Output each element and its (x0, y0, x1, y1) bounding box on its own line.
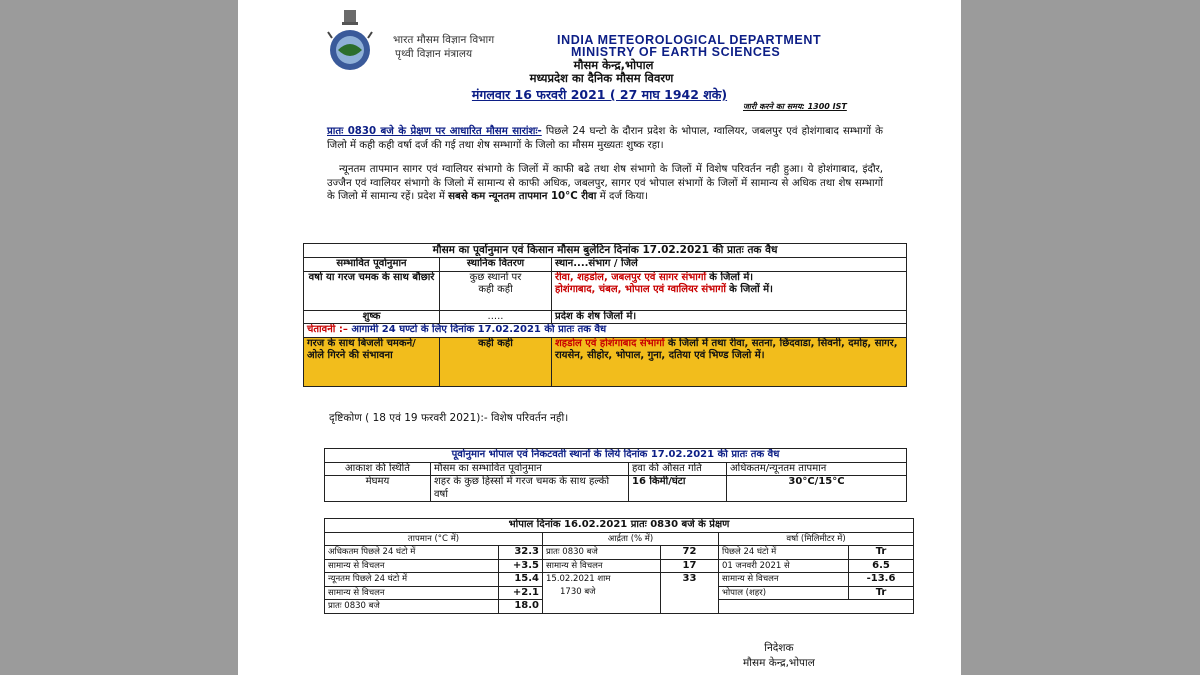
obs-value: Tr (849, 586, 914, 600)
obs-value: 6.5 (849, 559, 914, 573)
forecast-header-distribution: स्थानिक वितरण (440, 258, 552, 272)
obs-value: 15.4 (499, 573, 543, 587)
bulletin-page (238, 0, 961, 675)
warning-divisions: शहडोल एवं होशंगाबाद संभागों (555, 337, 665, 349)
obs-label: 01 जनवरी 2021 से (719, 559, 849, 573)
obs-value: -13.6 (849, 573, 914, 587)
max-min-temp-value: 30°C/15°C (727, 476, 907, 502)
rain-divisions-1: रीवा, शहडोल, जबलपुर एवं सागर संभागों (555, 271, 707, 283)
obs-value: 17 (661, 559, 719, 573)
obs-label: सामान्य से विचलन (543, 559, 661, 573)
summary-text-2-end: में दर्ज किया। (599, 191, 649, 203)
obs-value: +2.1 (499, 586, 543, 600)
bulletin-title: मध्यप्रदेश का दैनिक मौसम विवरण (529, 71, 674, 85)
summary-text-2: न्यूनतम तापमान सागर एवं ग्वालियर संभागो के जिलों में काफी बढे तथा शेष संभागो के जिलों में विशेष परिवर्तन नही हुआ। ये होशंगाबाद, इंदौर, उज्जैन एवं ग्वालियर संभागो के जिलो में सामान्य से काफी अधिक, जबलपुर, सागर एवं भोपाल संभागों के जिलों में सामान्य से अधिक तथा शेष सम्भागों के जिलो में सामान्य रहें। प्रदेश में (327, 164, 883, 203)
warning-text: आगामी 24 घण्टो के लिए दिनांक 17.02.2021 की प्रातः तक वैध (351, 324, 607, 335)
bulletin-date: मंगलवार 16 फरवरी 2021 ( 27 माघ 1942 शके) (471, 87, 728, 102)
summary-paragraph-2 (327, 163, 883, 204)
forecast-rain-distribution (440, 271, 552, 310)
warning-row (304, 324, 907, 338)
forecast-header-forecast: सम्भावित पूर्वानुमान (304, 258, 440, 272)
header-sky-condition: आकाश की स्थिति (325, 462, 431, 476)
hindi-department-name (393, 33, 494, 61)
header-wind-speed: हवा की औसत गति (629, 462, 727, 476)
obs-label: सामान्य से विचलन (325, 559, 499, 573)
header-temperature: तापमान (°C में) (325, 532, 543, 546)
distribution-few-places: कुछ स्थानों पर (469, 271, 522, 283)
obs-label: अधिकतम पिछले 24 घंटो में (325, 546, 499, 560)
rain-divisions-1-end: के जिलों में। (709, 271, 754, 283)
warning-phenomenon: गरज के साथ बिजली चमकने/ ओले गिरने की संभावना (304, 337, 440, 386)
obs-label: सामान्य से विचलन (325, 586, 499, 600)
summary-paragraph-1 (327, 125, 883, 152)
obs-label: सामान्य से विचलन (719, 573, 849, 587)
obs-value: 32.3 (499, 546, 543, 560)
forecast-table (303, 243, 907, 387)
obs-value: 33 (661, 573, 719, 614)
distribution-isolated: कही कही (478, 284, 513, 295)
obs-label: भोपाल (शहर) (719, 586, 849, 600)
observations-title: भोपाल दिनांक 16.02.2021 प्रातः 0830 बजे के प्रेक्षण (325, 519, 914, 533)
forecast-dry-locations: प्रदेश के शेष जिलों में। (552, 310, 907, 324)
observations-table (324, 518, 914, 614)
warning-distribution: कही कही (440, 337, 552, 386)
sky-condition-value: मेघमय (325, 476, 431, 502)
obs-value: 18.0 (499, 600, 543, 614)
forecast-dry: शुष्क (304, 310, 440, 324)
header-humidity: आर्द्रता (% में) (543, 532, 719, 546)
summary-min-temp: सबसे कम न्यूनतम तापमान 10°C रीवा (448, 191, 597, 203)
signature-office: मौसम केन्द्र,भोपाल (743, 657, 815, 669)
bhopal-forecast-table (324, 448, 907, 502)
forecast-rain-locations (552, 271, 907, 310)
centre-name: मौसम केन्द्र,भोपाल (573, 58, 654, 72)
obs-value: +3.5 (499, 559, 543, 573)
eng-dept-line-1: INDIA METEOROLOGICAL DEPARTMENT (557, 33, 822, 47)
warning-label: चेतावनी :– (307, 324, 348, 335)
forecast-dry-distribution: ..... (440, 310, 552, 324)
rain-divisions-2: होशंगाबाद, चंबल, भोपाल एवं ग्वालियर संभागों (555, 284, 726, 295)
obs-value: 72 (661, 546, 719, 560)
obs-empty-cell (719, 600, 914, 614)
english-department-name (557, 34, 821, 58)
issue-time: जारी करने का समय: 1300 IST (743, 102, 847, 111)
forecast-rain-type: वर्षा या गरज चमक के साथ बौछारे (304, 271, 440, 310)
forecast-title: मौसम का पूर्वानुमान एवं किसान मौसम बुलेटिन दिनांक 17.02.2021 की प्रातः तक वैध (304, 244, 907, 258)
header-rainfall: वर्षा (मिलिमीटर में) (719, 532, 914, 546)
summary-text-1: पिछले 24 घन्टो के दौरान प्रदेश के भोपाल, ग्वालियर, जबलपुर एवं होशंगाबाद सम्भागों के जिलो में कही कही वर्षा दर्ज की गई तथा शेष सम्भागों के जिलो का मौसम मुख्यतः शुष्क रहा। (327, 126, 883, 151)
outlook-text: दृष्टिकोण ( 18 एवं 19 फरवरी 2021):- विशेष परिवर्तन नही। (329, 412, 569, 424)
eng-dept-line-2: MINISTRY OF EARTH SCIENCES (571, 45, 781, 59)
header-max-min-temp: अधिकतम/न्यूनतम तापमान (727, 462, 907, 476)
obs-rh-evening-time: 1730 बजे (560, 586, 596, 597)
summary-label: प्रातः 0830 बजे के प्रेक्षण पर आधारित मौसम सारांशः- (327, 126, 542, 137)
obs-label: पिछले 24 घंटो में (719, 546, 849, 560)
weather-forecast-value: शहर के कुछ हिस्सों में गरज चमक के साथ हल्की वर्षा (431, 476, 629, 502)
rain-divisions-2-end: के जिलों में। (729, 284, 773, 295)
obs-label: प्रातः 0830 बजे (543, 546, 661, 560)
bhopal-forecast-title: पूर्वानुमान भोपाल एवं निकटवर्ती स्थानों के लिये दिनांक 17.02.2021 की प्रातः तक वैध (325, 449, 907, 463)
obs-rh-evening (543, 573, 661, 614)
signature-block (743, 641, 815, 671)
hindi-dept-line-1: भारत मौसम विज्ञान विभाग (393, 34, 495, 46)
obs-rh-evening-date: 15.02.2021 शाम (546, 574, 611, 584)
warning-locations (552, 337, 907, 386)
wind-speed-value: 16 किमी/घंटा (629, 476, 727, 502)
obs-label: प्रातः 0830 बजे (325, 600, 499, 614)
obs-value: Tr (849, 546, 914, 560)
header-weather-forecast: मौसम का सम्भावित पूर्वानुमान (431, 462, 629, 476)
warning-districts: के जिलों में तथा रीवा, सतना, छिंदवाडा, सिवनी, दमोह, सागर, रायसेन, सीहोर, भोपाल, गुना, दतिया एवं भिण्ड जिलो में। (555, 337, 898, 361)
obs-label: न्यूनतम पिछले 24 घंटो में (325, 573, 499, 587)
forecast-header-location: स्थान....संभाग / जिले (552, 258, 907, 272)
hindi-dept-line-2: पृथ्वी विज्ञान मंत्रालय (395, 48, 473, 60)
signature-title: निदेशक (764, 642, 794, 654)
